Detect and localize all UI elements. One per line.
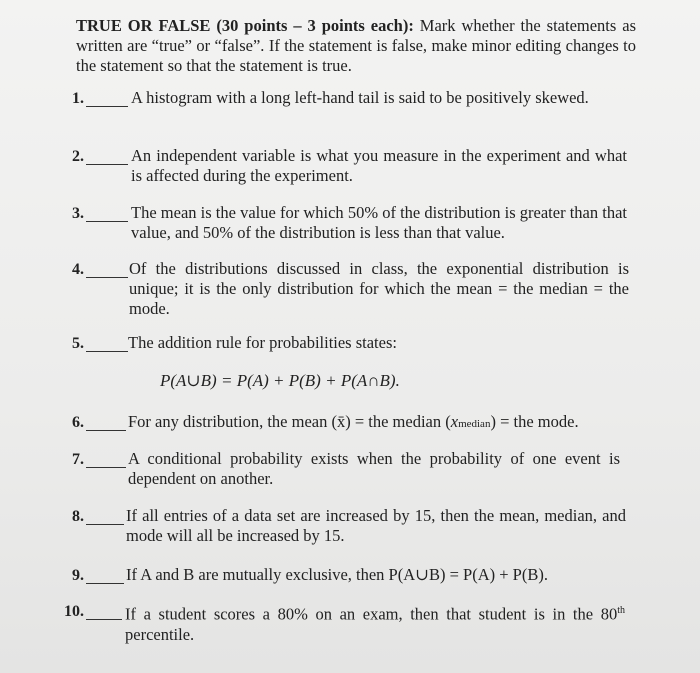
question-number: 9.: [72, 567, 84, 584]
answer-blank[interactable]: [86, 351, 128, 352]
answer-blank[interactable]: [86, 164, 128, 165]
question-text: [128, 412, 638, 434]
question-text: A conditional probability exists when the probability of one event is dependent on another.: [128, 449, 620, 488]
answer-blank[interactable]: [86, 106, 128, 107]
question-number: 3.: [72, 205, 84, 222]
question-number: 10.: [64, 603, 84, 620]
question-text-part: If a student scores a 80% on an exam, then that student is in the 80: [125, 604, 618, 624]
ordinal-superscript: th: [617, 605, 625, 616]
question-text: If all entries of a data set are increased by 15, then the mean, median, and mode will all be increased by 15.: [126, 506, 626, 545]
question-number: 6.: [72, 414, 84, 431]
question-text: An independent variable is what you measure in the experiment and what is affected during the experiment.: [131, 146, 627, 185]
question-text: If A and B are mutually exclusive, then P(A∪B) = P(A) + P(B).: [126, 565, 548, 584]
question-text: [125, 601, 625, 645]
addition-rule-formula: P(A∪B) = P(A) + P(B) + P(A∩B).: [160, 371, 400, 390]
median-symbol: x: [450, 412, 459, 431]
question-number: 5.: [72, 335, 84, 352]
instructions: [76, 16, 636, 76]
instructions-body: Mark whether the statements as written are “true” or “false”. If the statement is false, make minor editing changes to the statement so that the statement is true.: [76, 16, 636, 75]
question-text-part: percentile.: [125, 624, 195, 644]
question-text-part: ) = the mode.: [490, 412, 579, 431]
answer-blank[interactable]: [86, 221, 128, 222]
instructions-title: TRUE OR FALSE (30 points – 3 points each):: [76, 16, 414, 35]
question-text: Of the distributions discussed in class, the exponential distribution is unique; it is the only distribution for which the mean = the median = the mode.: [129, 259, 629, 318]
answer-blank[interactable]: [86, 467, 126, 468]
question-text: A histogram with a long left-hand tail is said to be positively skewed.: [131, 88, 589, 107]
question-number: 7.: [72, 451, 84, 468]
answer-blank[interactable]: [86, 430, 126, 431]
answer-blank[interactable]: [86, 524, 124, 525]
question-number: 4.: [72, 261, 84, 278]
question-text: The mean is the value for which 50% of the distribution is greater than that value, and 50% of the distribution is less than that value.: [131, 203, 627, 242]
question-number: 8.: [72, 508, 84, 525]
median-subscript: median: [458, 418, 491, 430]
question-number: 2.: [72, 148, 84, 165]
answer-blank[interactable]: [86, 277, 128, 278]
question-text-part: For any distribution, the mean (x̄) = the median (: [128, 412, 451, 431]
answer-blank[interactable]: [86, 583, 124, 584]
question-number: 1.: [72, 90, 84, 107]
answer-blank[interactable]: [86, 619, 122, 620]
question-text: The addition rule for probabilities states:: [128, 333, 397, 352]
